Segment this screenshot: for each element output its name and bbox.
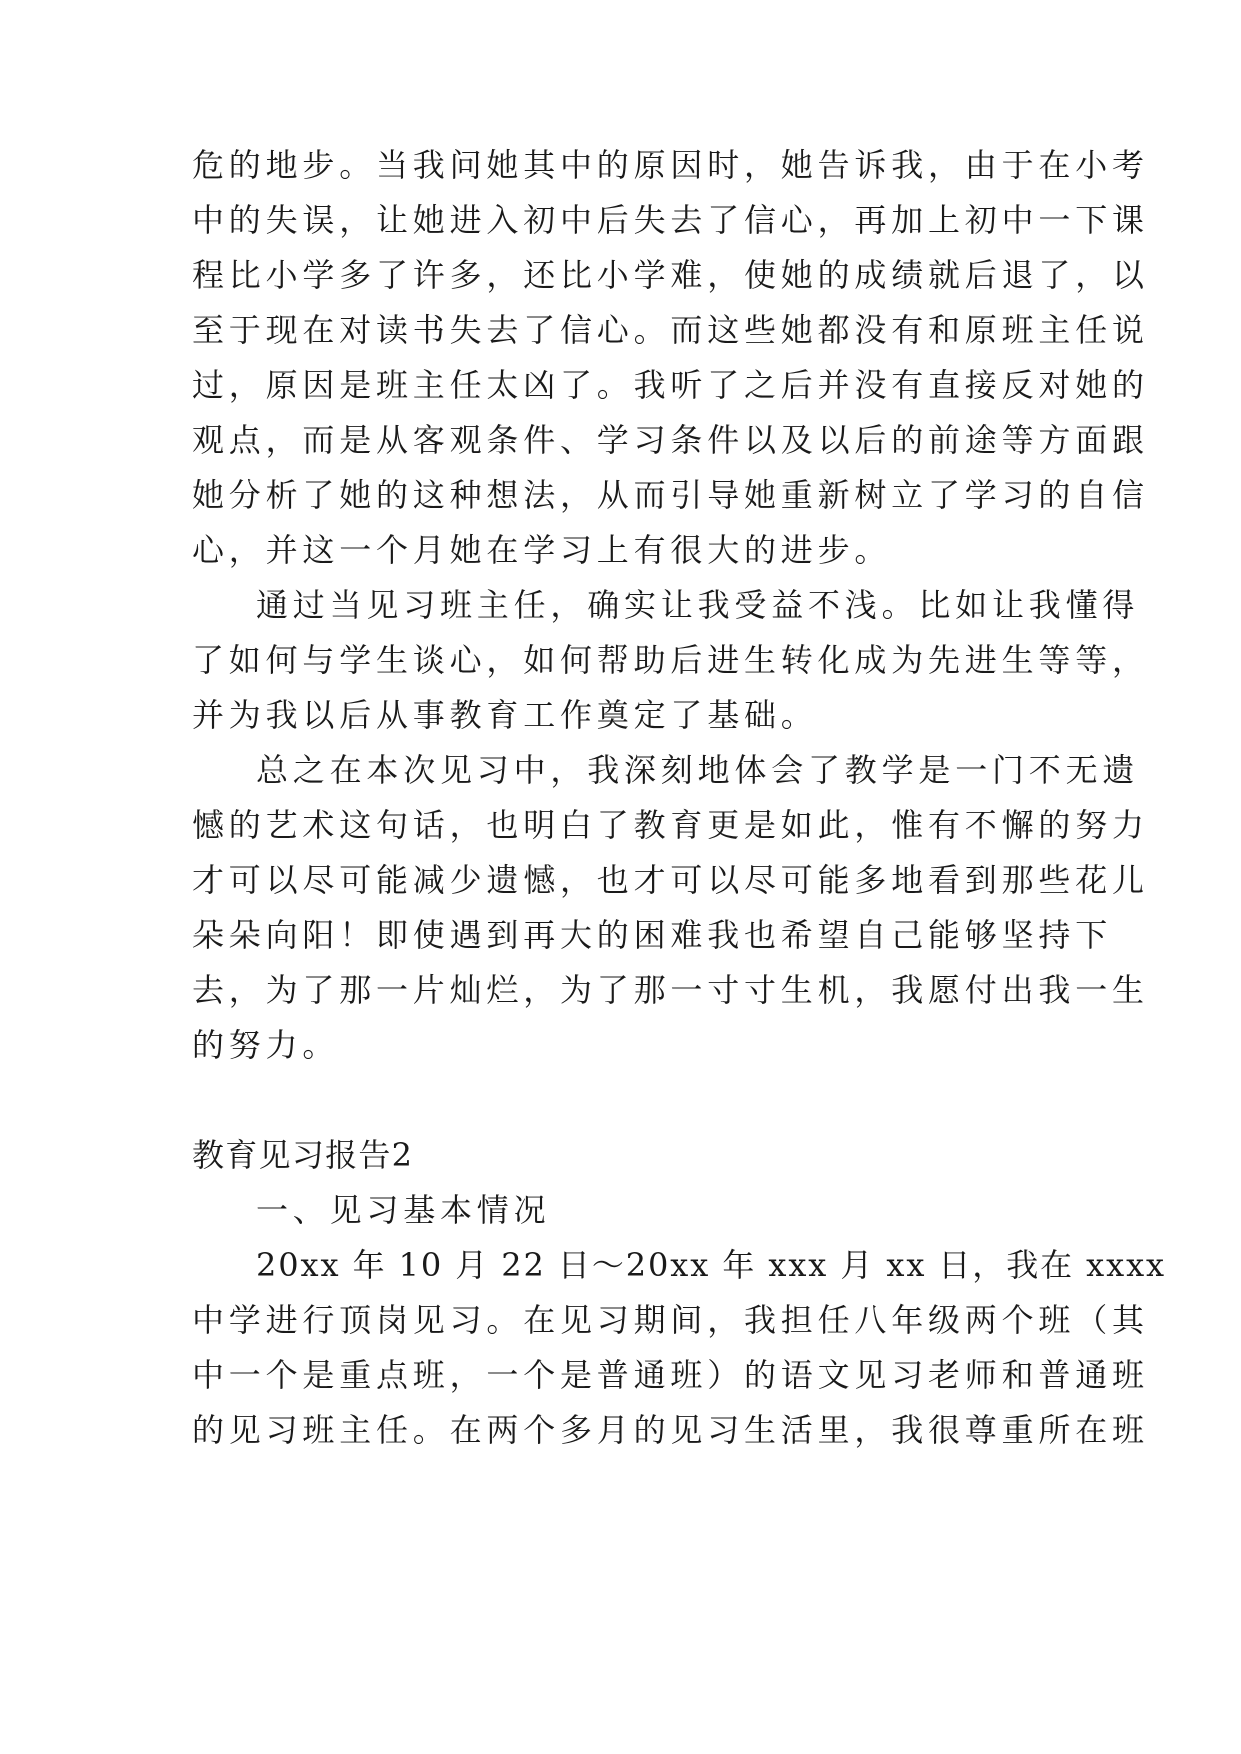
text-line: 去，为了那一片灿烂，为了那一寸寸生机，我愿付出我一生: [192, 971, 1149, 1009]
text-line: 至于现在对读书失去了信心。而这些她都没有和原班主任说: [192, 311, 1149, 349]
text-line: 心，并这一个月她在学习上有很大的进步。: [192, 531, 892, 569]
text-line: 中一个是重点班，一个是普通班）的语文见习老师和普通班: [192, 1356, 1149, 1394]
report-title: 教育见习报告2: [192, 1136, 414, 1174]
text-line: 的见习班主任。在两个多月的见习生活里，我很尊重所在班: [192, 1411, 1149, 1449]
text-line: 了如何与学生谈心，如何帮助后进生转化成为先进生等等，: [192, 641, 1149, 679]
section-heading: 一、见习基本情况: [256, 1191, 551, 1229]
text-line: 憾的艺术这句话，也明白了教育更是如此，惟有不懈的努力: [192, 806, 1149, 844]
text-line: 中学进行顶岗见习。在见习期间，我担任八年级两个班（其: [192, 1301, 1149, 1339]
text-line: 总之在本次见习中，我深刻地体会了教学是一门不无遗: [256, 751, 1140, 789]
text-line: 朵朵向阳！即使遇到再大的困难我也希望自己能够坚持下: [192, 916, 1113, 954]
text-line: 的努力。: [192, 1026, 340, 1064]
text-line: 危的地步。当我问她其中的原因时，她告诉我，由于在小考: [192, 146, 1149, 184]
text-line: 并为我以后从事教育工作奠定了基础。: [192, 696, 818, 734]
text-line: 中的失误，让她进入初中后失去了信心，再加上初中一下课: [192, 201, 1149, 239]
text-line: 她分析了她的这种想法，从而引导她重新树立了学习的自信: [192, 476, 1149, 514]
text-line: 程比小学多了许多，还比小学难，使她的成绩就后退了，以: [192, 256, 1149, 294]
text-line: 过，原因是班主任太凶了。我听了之后并没有直接反对她的: [192, 366, 1149, 404]
text-line: 观点，而是从客观条件、学习条件以及以后的前途等方面跟: [192, 421, 1149, 459]
text-line: 20xx 年 10 月 22 日～20xx 年 xxx 月 xx 日，我在 xxxx: [256, 1246, 1167, 1284]
text-line: 通过当见习班主任，确实让我受益不浅。比如让我懂得: [256, 586, 1140, 624]
text-line: 才可以尽可能减少遗憾，也才可以尽可能多地看到那些花儿: [192, 861, 1149, 899]
